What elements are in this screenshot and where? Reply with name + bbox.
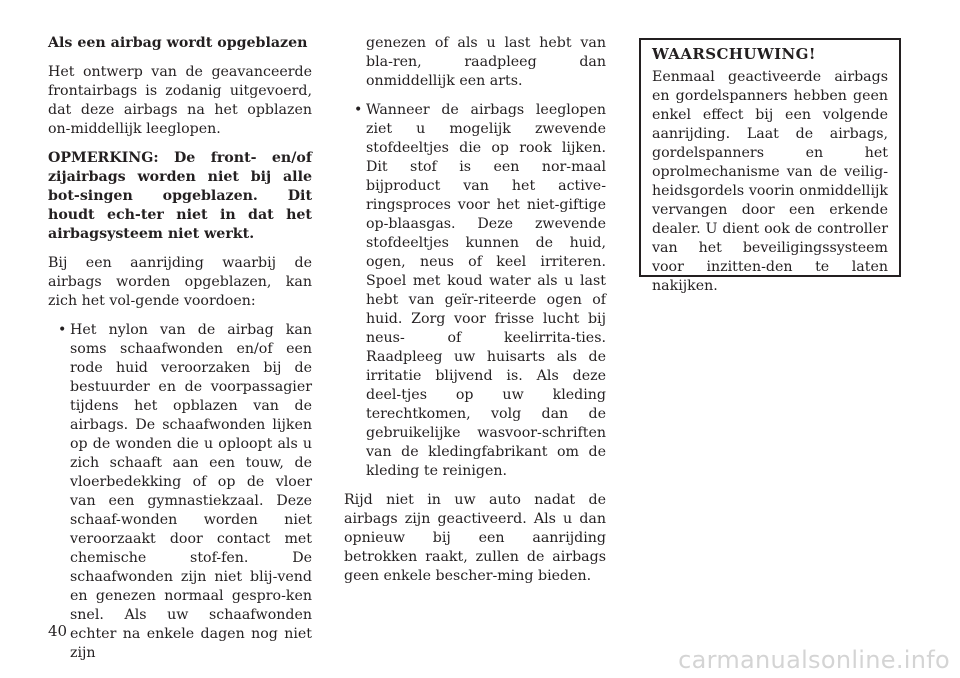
left-column	[48, 34, 312, 673]
bullet-item-abrasions-continued	[344, 34, 606, 91]
bullet-item-dust	[344, 101, 606, 481]
warning-body: Eenmaal geactiveerde airbags en gordelspanners hebben geen enkel effect bij een volgende aanrijding. Laat de airbags, gordelspanners en het oprolmechanisme van de veilig-heidsgordels voorin onmiddellijk vervangen door een erkende dealer. U dient ook de controller van het beveiligingssysteem voor inzitten-den te laten nakijken.	[652, 69, 888, 294]
middle-column	[344, 34, 606, 596]
bullet-text: Wanneer de airbags leeglopen ziet u mogelijk zwevende stofdeeltjes die op rook lijken. Dit stof is een nor-maal bijproduct van het active-ringsproces voor het niet-giftige op-blaasgas. Deze zwevende stofdeeltjes kunnen de huid, ogen, neus of keel irriteren. Spoel met koud water als u last hebt van geïr-riteerde ogen of huid. Zorg voor frisse lucht bij neus- of keelirrita-ties. Raadpleeg uw huisarts als de irritatie blijvend is. Als deze deel-tjes op uw kleding terechtkomen, volg dan de gebruikelijke wasvoor-schriften van de kledingfabrikant om de kleding te reinigen.	[366, 102, 606, 479]
paragraph-collision: Bij een aanrijding waarbij de airbags worden opgeblazen, kan zich het vol-gende voordoen:	[48, 255, 312, 309]
section-heading: Als een airbag wordt opgeblazen	[48, 35, 308, 51]
bullet-item-abrasions	[48, 321, 312, 663]
bullet-text: Het nylon van de airbag kan soms schaafwonden en/of een rode huid veroorzaken bij de bestuurder en de voorpassagier tijdens het opblazen van de airbags. De schaafwonden lijken op de wonden die u oploopt als u zich schaaft aan een touw, de vloerbedekking of op de vloer van een gymnastiekzaal. Deze schaaf-wonden worden niet veroorzaakt door contact met chemische stof-fen. De schaafwonden zijn niet blij-vend en genezen normaal gespro-ken snel. Als uw schaafwonden echter na enkele dagen nog niet zijn	[70, 322, 312, 661]
paragraph-do-not-drive: Rijd niet in uw auto nadat de airbags zijn geactiveerd. Als u dan opnieuw bij een aanrijding betrokken raakt, zullen de airbags geen enkele bescher-ming bieden.	[344, 492, 606, 584]
page-number: 40	[48, 622, 68, 640]
warning-box	[639, 38, 901, 294]
paragraph-design: Het ontwerp van de geavanceerde frontairbags is zodanig uitgevoerd, dat deze airbags na het opblazen on-middellijk leeglopen.	[48, 64, 312, 137]
note-paragraph: OPMERKING: De front- en/of zijairbags worden niet bij alle bot-singen opgeblazen. Dit houdt ech-ter niet in dat het airbagsysteem niet werkt.	[48, 150, 312, 242]
watermark: carmanualsonline.info	[678, 646, 950, 674]
warning-title: WAARSCHUWING!	[652, 45, 816, 63]
bullet-dot: •	[58, 322, 67, 338]
bullet-dot: •	[354, 102, 363, 118]
bullet-text-continued: genezen of als u last hebt van bla-ren, raadpleeg dan onmiddellijk een arts.	[366, 35, 606, 89]
